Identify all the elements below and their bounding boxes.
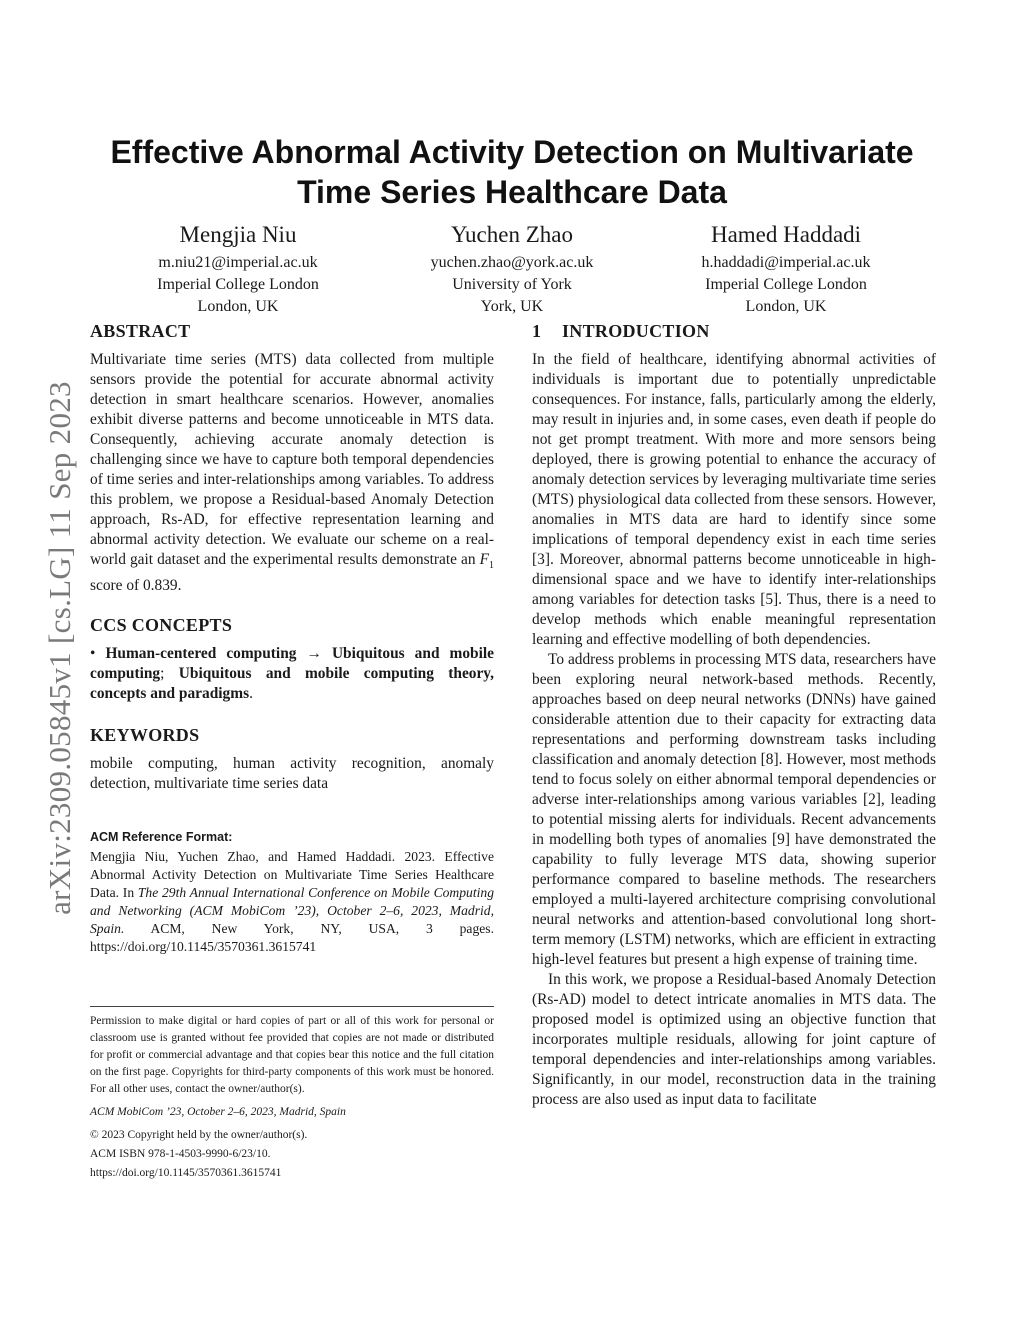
section-title: INTRODUCTION — [562, 321, 710, 341]
isbn-line: ACM ISBN 978-1-4503-9990-6/23/10. — [90, 1148, 271, 1160]
keywords-heading: KEYWORDS — [90, 725, 200, 746]
author-2 — [382, 220, 642, 318]
abstract-text-end: score of 0.839. — [90, 577, 182, 595]
author-location: London, UK — [745, 298, 827, 315]
acm-reference-section — [90, 828, 494, 956]
conference-line: ACM MobiCom ’23, October 2–6, 2023, Madrid, Spain — [90, 1106, 346, 1118]
author-3 — [656, 220, 916, 318]
author-email: yuchen.zhao@york.ac.uk — [430, 254, 594, 271]
author-affiliation: Imperial College London — [705, 276, 867, 293]
introduction-heading — [532, 318, 936, 344]
permission-text: Permission to make digital or hard copies of part or all of this work for personal or classroom use is granted without fee provided that copies are not made or distributed for profit or commercial advantage and that copies bear this notice and the full citation on the first page. Copyrights for third-party components of this work must be honored. For all other uses, contact the owner/author(s). — [90, 1015, 494, 1095]
author-email: h.haddadi@imperial.ac.uk — [701, 254, 871, 271]
ccs-concept-2: Ubiquitous and mobile computing — [90, 645, 494, 683]
ccs-bullet: • — [90, 645, 96, 663]
title-line-1: Effective Abnormal Activity Detection on Multivariate — [110, 134, 914, 170]
copyright-footnote — [90, 1006, 494, 1182]
acm-reference-publisher: ACM, New York, NY, USA, 3 pages. https://doi.org/10.1145/3570361.3615741 — [90, 921, 494, 955]
ccs-arrow: → — [306, 645, 322, 663]
ccs-concept-3: Ubiquitous and mobile computing theory, concepts and paradigms — [90, 665, 494, 703]
section-number: 1 — [532, 321, 542, 341]
author-block — [80, 220, 944, 320]
author-name: Mengjia Niu — [179, 222, 297, 247]
acm-reference-venue: The 29th Annual International Conference on Mobile Computing and Networking (ACM MobiCom ’23), October 2–6, 2023, Madrid, Spain. — [90, 885, 494, 937]
author-name: Hamed Haddadi — [710, 222, 862, 247]
abstract-text — [90, 350, 494, 596]
abstract-section — [90, 318, 494, 596]
author-location: London, UK — [197, 298, 279, 315]
intro-paragraph-1: In the field of healthcare, identifying abnormal activities of individuals is important due to potentially unpredictable consequences. For instance, falls, particularly among the elderly, may result in injuries and, in some cases, even death if people do not get prompt treatment. With more and more sensors being deployed, there is growing potential to enhance the accuracy of anomaly detection services by leveraging multivariate time series (MTS) physiological data collected from these sensors. However, anomalies in MTS data are hard to identify since some implications of temporal dependency exist in each time series [3]. Moreover, abnormal patterns become unnoticeable in high-dimensional space and we have to identify inter-relationships among variables for detection tasks [5]. Thus, there is a need to develop methods which enable meaningful representation learning and effective modelling of both dependencies. — [532, 351, 936, 648]
ccs-end: . — [249, 685, 253, 703]
ccs-text — [90, 644, 494, 704]
acm-reference-text — [90, 848, 494, 956]
paper-title — [80, 132, 944, 212]
ccs-heading: CCS CONCEPTS — [90, 615, 233, 636]
keywords-text: mobile computing, human activity recognition, anomaly detection, multivariate time series data — [90, 755, 494, 793]
title-line-2: Time Series Healthcare Data — [297, 174, 727, 210]
intro-paragraph-2: To address problems in processing MTS data, researchers have been exploring neural network-based methods. Recently, approaches based on deep neural networks (DNNs) have gained considerable attention due to their capacity for extracting data representations and performing downstream tasks including classification and anomaly detection [8]. However, most methods tend to focus solely on either abnormal temporal dependencies or adverse inter-relationships among various variables [2], leading to potential missing alerts for individuals. Recent advancements in modelling both types of anomalies [9] have demonstrated the capability to fully leverage MTS data, showing superior performance compared to baseline methods. The researchers employed a multi-layered architecture comprising convolutional neural networks and attention-based convolutional long short-term memory (LSTM) networks, which are efficient in extracting high-level features but present a high expense of training time. — [532, 651, 936, 968]
arxiv-identifier: arXiv:2309.05845v1 [cs.LG] 11 Sep 2023 — [42, 381, 77, 915]
keywords-section — [90, 722, 494, 794]
author-email: m.niu21@imperial.ac.uk — [158, 254, 318, 271]
left-column — [90, 318, 494, 956]
author-1 — [108, 220, 368, 318]
intro-paragraph-3: In this work, we propose a Residual-based Anomaly Detection (Rs-AD) model to detect intricate anomalies in MTS data. The proposed model is optimized using an objective function that incorporates multiple residuals, allowing for joint capture of temporal dependencies and inter-relationships among variables. Significantly, in our model, reconstruction data in the training process are also used as input data to facilitate — [532, 971, 936, 1108]
author-location: York, UK — [480, 298, 544, 315]
acm-reference-authors: Mengjia Niu, Yuchen Zhao, and Hamed Haddadi. 2023. Effective Abnormal Activity Detection on Multivariate Time Series Healthcare Data. In — [90, 849, 494, 901]
f1-symbol: F — [479, 551, 489, 568]
author-affiliation: Imperial College London — [157, 276, 319, 293]
doi-link[interactable]: https://doi.org/10.1145/3570361.3615741 — [90, 1167, 282, 1179]
ccs-concepts-section — [90, 612, 494, 704]
right-column — [532, 318, 936, 1110]
introduction-section — [532, 318, 936, 1110]
author-name: Yuchen Zhao — [451, 222, 573, 247]
abstract-heading: ABSTRACT — [90, 321, 191, 341]
copyright-line: © 2023 Copyright held by the owner/author(s). — [90, 1129, 308, 1141]
acm-reference-label: ACM Reference Format: — [90, 830, 233, 845]
abstract-text-main: Multivariate time series (MTS) data collected from multiple sensors provide the potential for accurate abnormal activity detection in smart healthcare scenarios. However, anomalies exhibit diverse patterns and become unnoticeable in MTS data. Consequently, achieving accurate anomaly detection is challenging since we have to capture both temporal dependencies of time series and inter-relationships among variables. To address this problem, we propose a Residual-based Anomaly Detection approach, Rs-AD, for effective representation learning and abnormal activity detection. We evaluate our scheme on a real-world gait dataset and the experimental results demonstrate an — [90, 351, 494, 568]
ccs-concept-1: Human-centered computing — [105, 645, 297, 663]
ccs-separator: ; — [160, 665, 165, 683]
author-affiliation: University of York — [452, 276, 572, 293]
f1-subscript: 1 — [489, 560, 494, 572]
